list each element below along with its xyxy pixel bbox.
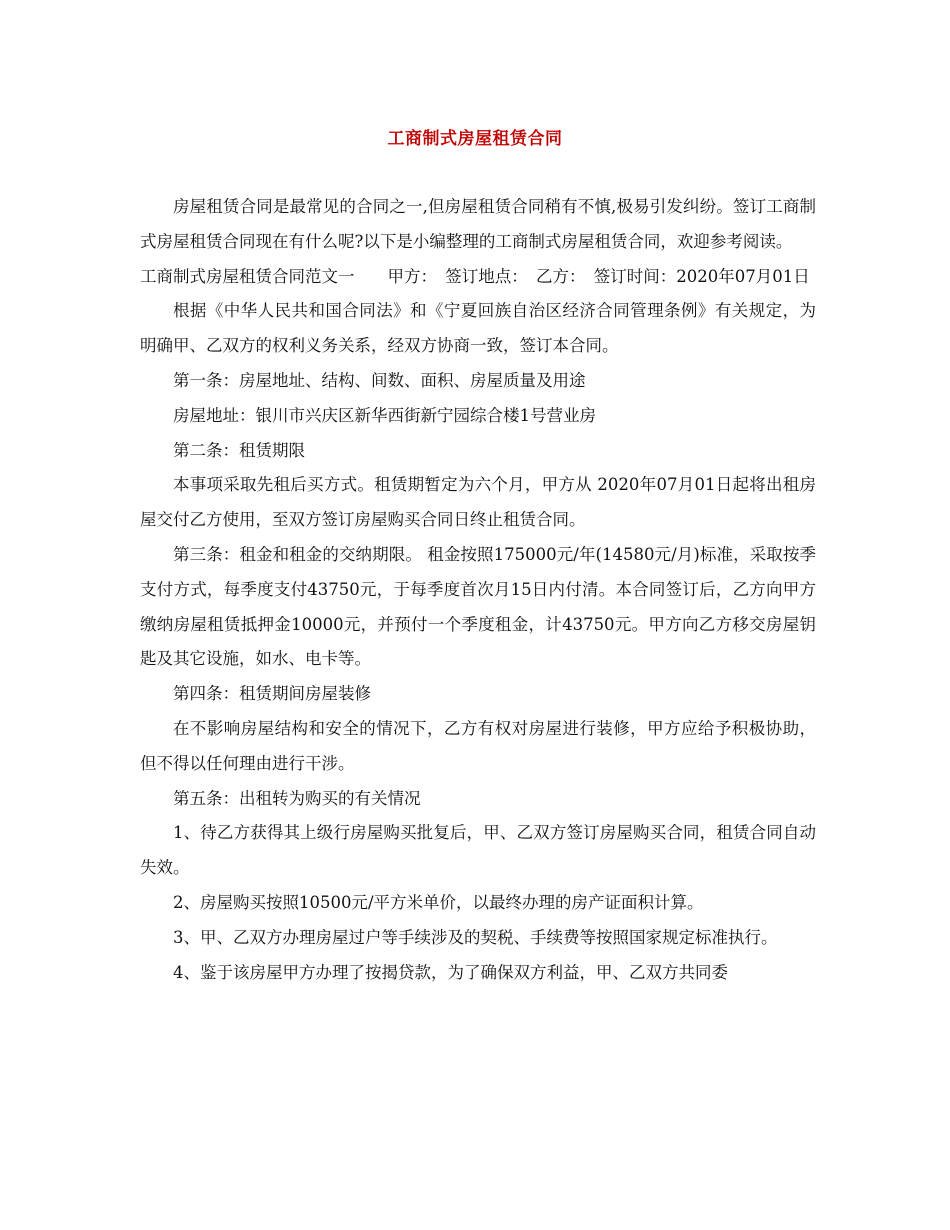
paragraph: 第五条：出租转为购买的有关情况 (173, 788, 421, 808)
paragraph: 1、待乙方获得其上级行房屋购买批复后，甲、乙双方签订房屋购买合同，租赁合同自动失效。 (140, 823, 816, 878)
paragraph: 房屋地址：银川市兴庆区新华西街新宁园综合楼1号营业房 (173, 405, 596, 425)
paragraph: 工商制式房屋租赁合同范文一 甲方： 签订地点： 乙方： 签订时间：2020年07月01日 (140, 266, 810, 286)
paragraph: 第一条：房屋地址、结构、间数、面积、房屋质量及用途 (173, 370, 586, 390)
paragraph: 3、甲、乙双方办理房屋过户等手续涉及的契税、手续费等按照国家规定标准执行。 (173, 927, 778, 947)
paragraph: 房屋租赁合同是最常见的合同之一,但房屋租赁合同稍有不慎,极易引发纠纷。签订工商制式房屋租赁合同现在有什么呢?以下是小编整理的工商制式房屋租赁合同，欢迎参考阅读。 (140, 197, 816, 251)
paragraph: 第四条：租赁期间房屋装修 (173, 684, 371, 704)
paragraph: 本事项采取先租后买方式。租赁期暂定为六个月，甲方从 2020年07月01日起将出租房屋交付乙方使用，至双方签订房屋购买合同日终止租赁合同。 (140, 475, 816, 530)
paragraph: 根据《中华人民共和国合同法》和《宁夏回族自治区经济合同管理条例》有关规定，为明确甲、乙双方的权利义务关系，经双方协商一致，签订本合同。 (140, 301, 816, 356)
document-title: 工商制式房屋租赁合同 (387, 129, 563, 149)
paragraph: 4、鉴于该房屋甲方办理了按揭贷款，为了确保双方利益，甲、乙双方共同委 (173, 962, 728, 982)
paragraph: 第三条：租金和租金的交纳期限。 租金按照175000元/年(14580元/月)标准，采取按季支付方式，每季度支付43750元，于每季度首次月15日内付清。本合同签订后，乙方向甲方缴纳房屋租赁抵押金10000元，并预付一个季度租金，计43750元。甲方向乙方移交房屋钥匙及其它设施，如水、电卡等。 (140, 544, 816, 669)
document-body (140, 190, 816, 990)
paragraph: 在不影响房屋结构和安全的情况下，乙方有权对房屋进行装修，甲方应给予积极协助，但不得以任何理由进行干涉。 (140, 718, 816, 773)
paragraph: 2、房屋购买按照10500元/平方米单价，以最终办理的房产证面积计算。 (173, 892, 704, 912)
paragraph: 第二条：租赁期限 (173, 440, 305, 460)
